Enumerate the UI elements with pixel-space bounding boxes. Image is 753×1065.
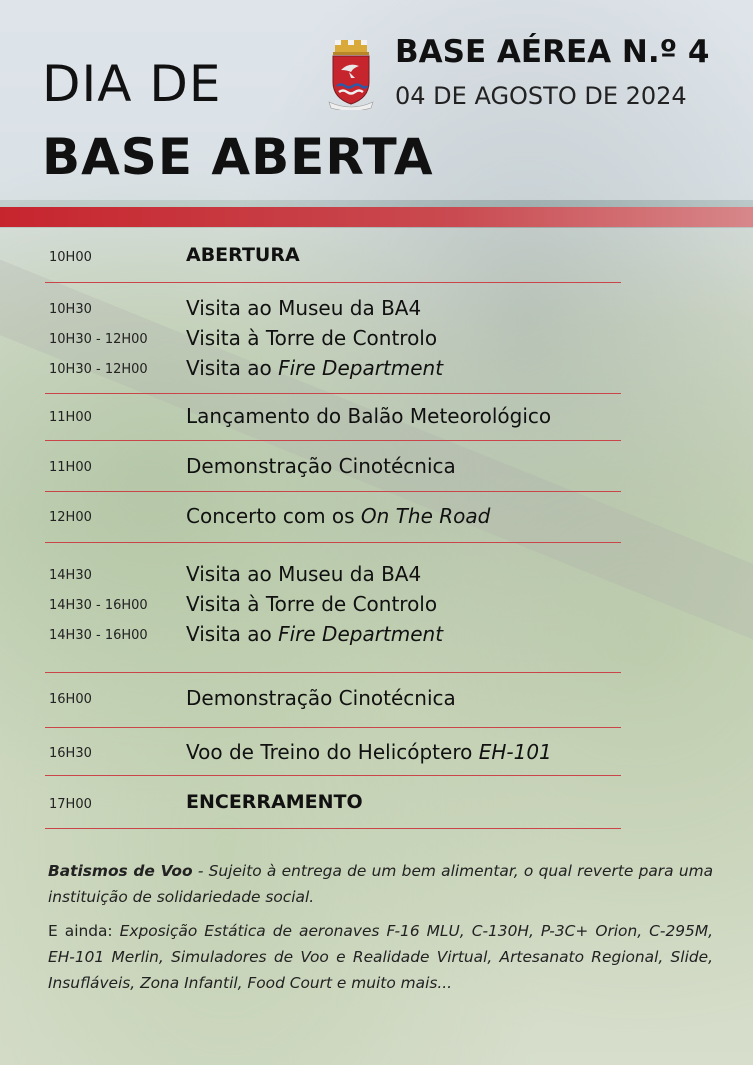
schedule-event: ABERTURA <box>186 244 300 266</box>
flights-text: - Sujeito à entrega de um bem alimentar, o qual reverte para uma instituição de solidariedade social. <box>48 862 714 906</box>
more-text: Exposição Estática de aeronaves F-16 MLU, C-130H, P-3C+ Orion, C-295M, EH-101 Merlin, Simuladores de Voo e Realidade Virtual, Artesanato Regional, Slide, Insufláveis, Zona Infantil, Food Court e muito mais... <box>48 922 713 992</box>
schedule-time: 17H00 <box>49 797 92 812</box>
schedule-time: 16H30 <box>49 746 92 761</box>
schedule-row <box>45 296 621 324</box>
schedule-group <box>45 283 621 394</box>
schedule-time: 14H30 - 16H00 <box>49 598 148 613</box>
schedule-event: Concerto com os On The Road <box>186 504 491 528</box>
schedule-event: Visita ao Fire Department <box>186 622 444 646</box>
coat-of-arms-icon <box>327 38 375 110</box>
schedule-group <box>45 441 621 492</box>
schedule-group <box>45 673 621 728</box>
schedule-time: 11H00 <box>49 410 92 425</box>
accent-band <box>0 207 753 227</box>
schedule-group <box>45 543 621 673</box>
schedule-time: 14H30 - 16H00 <box>49 628 148 643</box>
schedule-time: 14H30 <box>49 568 92 583</box>
schedule-time: 16H00 <box>49 692 92 707</box>
schedule-row <box>45 356 621 384</box>
schedule-time: 10H30 - 12H00 <box>49 332 148 347</box>
schedule-time: 10H30 <box>49 302 92 317</box>
schedule-group <box>45 240 621 283</box>
schedule-row <box>45 504 621 532</box>
schedule-event: Visita ao Museu da BA4 <box>186 296 422 320</box>
schedule-event: Visita à Torre de Controlo <box>186 592 438 616</box>
schedule-row <box>45 454 621 482</box>
schedule-event: Demonstração Cinotécnica <box>186 454 456 478</box>
schedule-event: ENCERRAMENTO <box>186 791 363 813</box>
event-date: 04 DE AGOSTO DE 2024 <box>395 82 687 110</box>
divider <box>45 828 621 829</box>
schedule-row <box>45 562 621 590</box>
schedule-event: Demonstração Cinotécnica <box>186 686 456 710</box>
schedule-group <box>45 728 621 776</box>
more-label: E ainda: <box>48 922 113 940</box>
schedule-time: 12H00 <box>49 510 92 525</box>
schedule-row <box>45 791 621 819</box>
schedule-group <box>45 394 621 441</box>
schedule-event: Visita ao Fire Department <box>186 356 444 380</box>
schedule-row <box>45 326 621 354</box>
base-name: BASE AÉREA N.º 4 <box>395 34 710 70</box>
page-title-line2: BASE ABERTA <box>42 128 434 186</box>
schedule-group <box>45 492 621 543</box>
schedule-time: 10H00 <box>49 250 92 265</box>
schedule-event: Visita ao Museu da BA4 <box>186 562 422 586</box>
schedule-group <box>45 776 621 829</box>
schedule-event: Lançamento do Balão Meteorológico <box>186 404 552 428</box>
more-note <box>48 918 713 996</box>
schedule-row <box>45 592 621 620</box>
schedule-row <box>45 686 621 714</box>
page-title-line1: DIA DE <box>42 55 222 113</box>
schedule-row <box>45 622 621 650</box>
schedule-event: Voo de Treino do Helicóptero EH-101 <box>186 740 552 764</box>
schedule-row <box>45 740 621 768</box>
notes <box>48 858 713 1004</box>
schedule-time: 11H00 <box>49 460 92 475</box>
schedule-time: 10H30 - 12H00 <box>49 362 148 377</box>
schedule-row <box>45 244 621 272</box>
flights-label: Batismos de Voo <box>48 862 193 880</box>
flights-note <box>48 858 713 910</box>
schedule-row <box>45 404 621 432</box>
schedule-event: Visita à Torre de Controlo <box>186 326 438 350</box>
